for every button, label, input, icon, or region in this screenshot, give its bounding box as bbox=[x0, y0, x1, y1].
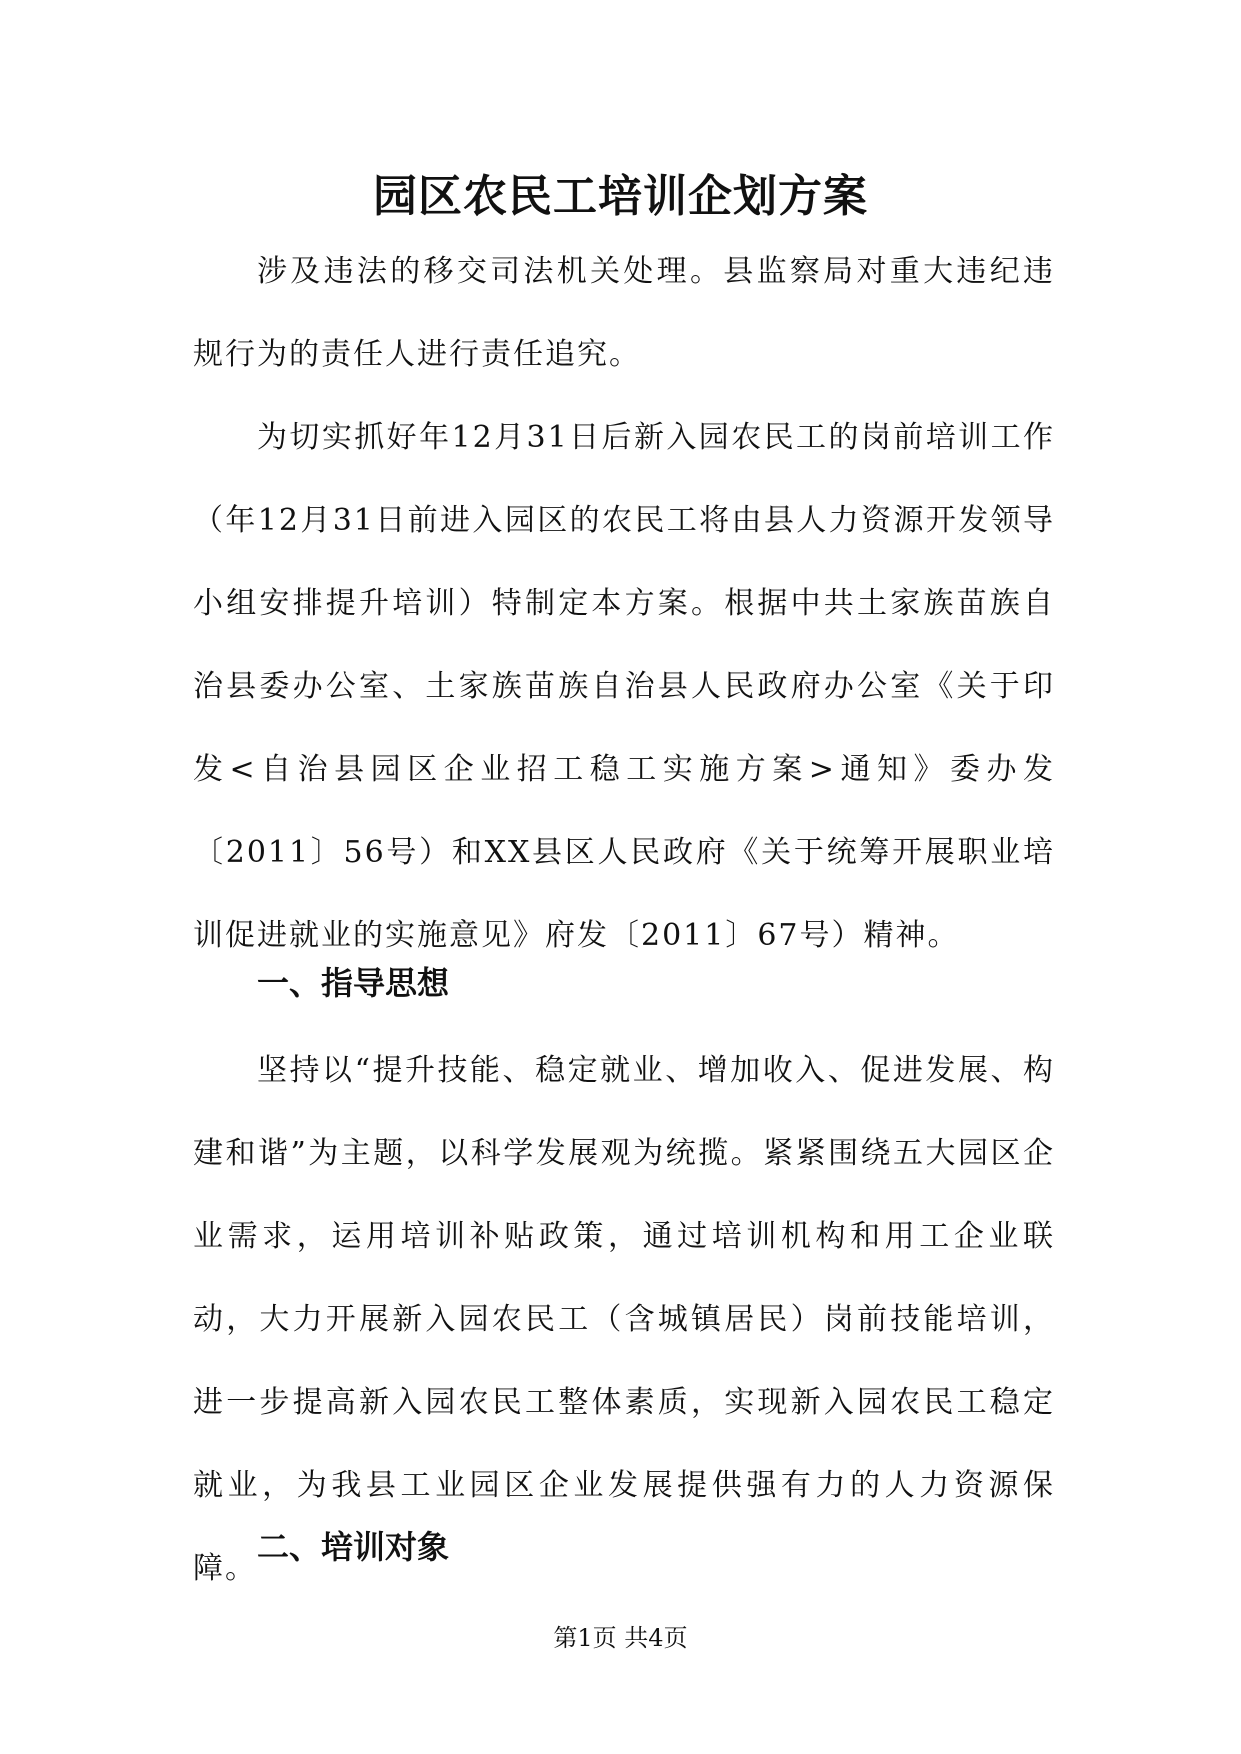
paragraph-2: 为切实抓好年12月31日后新入园农民工的岗前培训工作（年12月31日前进入园区的农民工将由县人力资源开发领导小组安排提升培训）特制定本方案。根据中共土家族苗族自治县委办公室、土家族苗族自治县人民政府办公室《关于印发<自治县园区企业招工稳工实施方案>通知》委办发〔2011〕56号）和XX县区人民政府《关于统筹开展职业培训促进就业的实施意见》府发〔2011〕67号）精神。 bbox=[193, 420, 1055, 953]
document-title: 园区农民工培训企划方案 bbox=[373, 171, 868, 222]
paragraph-3: 坚持以“提升技能、稳定就业、增加收入、促进发展、构建和谐”为主题，以科学发展观为统揽。紧紧围绕五大园区企业需求，运用培训补贴政策，通过培训机构和用工企业联动，大力开展新入园农民工（含城镇居民）岗前技能培训，进一步提高新入园农民工整体素质，实现新入园农民工稳定就业，为我县工业园区企业发展提供强有力的人力资源保障。 bbox=[193, 1053, 1055, 1586]
paragraph-1: 涉及违法的移交司法机关处理。县监察局对重大违纪违规行为的责任人进行责任追究。 bbox=[193, 254, 1055, 372]
page-footer: 第1页 共4页 bbox=[553, 1624, 688, 1652]
section-heading-training-targets: 二、培训对象 bbox=[257, 1528, 450, 1566]
section-heading-guiding-ideology: 一、指导思想 bbox=[257, 964, 450, 1002]
